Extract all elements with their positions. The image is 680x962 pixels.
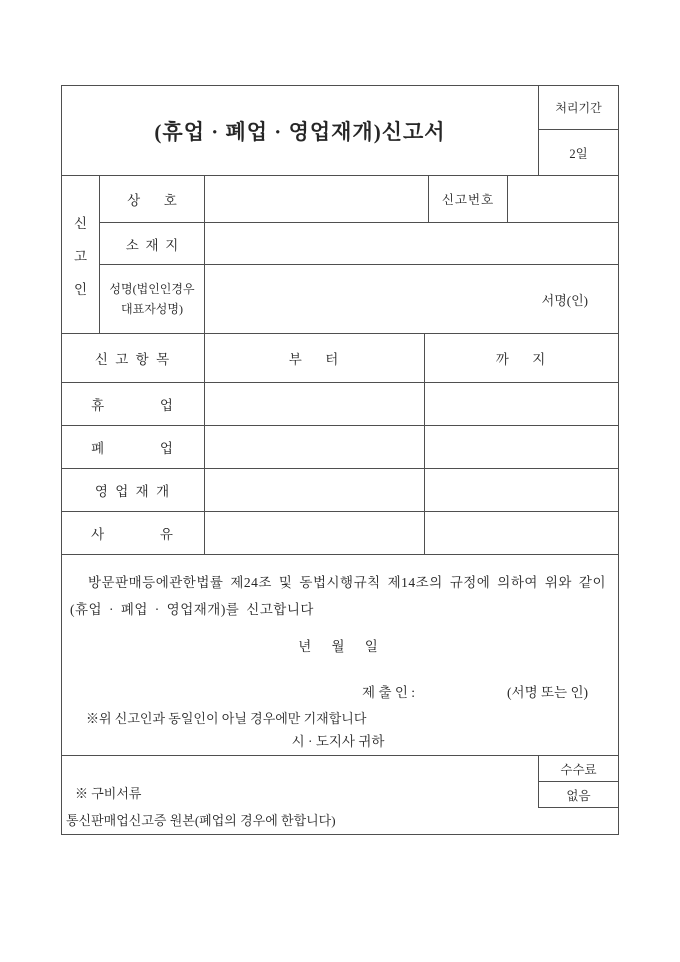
business-name-row — [100, 176, 618, 222]
item-label-suspension: 휴 업 — [62, 383, 205, 425]
signature-hint: 서명(인) — [541, 292, 588, 308]
submitter-line — [70, 681, 606, 701]
item-label-closure: 폐 업 — [62, 426, 205, 468]
item-label-reason: 사 유 — [62, 512, 205, 554]
report-form — [61, 85, 619, 835]
item-from-closure — [205, 426, 425, 468]
item-row-closure — [62, 425, 618, 468]
processing-period-label: 처리기간 — [539, 86, 618, 130]
declaration-body: 방문판매등에관한법률 제24조 및 동법시행규칙 제14조의 규정에 의하여 위와 같이 (휴업 · 폐업 · 영업재개)를 신고합니다 — [70, 575, 606, 617]
declarant-char-3: 인 — [73, 281, 88, 297]
title-row — [62, 86, 618, 175]
report-number-label: 신고번호 — [428, 176, 508, 222]
business-name-field — [205, 176, 429, 222]
processing-period-box — [538, 86, 618, 175]
item-from-reason — [205, 512, 425, 554]
item-row-suspension — [62, 382, 618, 425]
items-header-to: 까 지 — [495, 352, 548, 367]
declarant-char-1: 신 — [73, 215, 88, 231]
name-label-line1: 성명(법인인경우 — [109, 281, 195, 296]
items-header-item: 신 고 항 목 — [62, 334, 205, 382]
address-field — [205, 223, 618, 264]
declarant-section — [62, 175, 618, 333]
business-name-label: 상 호 — [100, 176, 205, 222]
processing-period-value: 2일 — [569, 146, 588, 161]
report-number-field — [508, 176, 618, 222]
items-header-from: 부 터 — [205, 334, 425, 382]
name-label — [100, 265, 205, 333]
name-field — [205, 265, 618, 333]
date-line: 년 월 일 — [298, 639, 378, 654]
required-documents-item: 통신판매업신고증 원본(폐업의 경우에 한합니다) — [66, 813, 336, 828]
item-from-resumption — [205, 469, 425, 511]
item-from-suspension — [205, 383, 425, 425]
name-row — [100, 264, 618, 333]
item-row-resumption — [62, 468, 618, 511]
declarant-char-2: 고 — [73, 248, 88, 264]
footer-section — [62, 755, 618, 834]
fee-box — [538, 756, 618, 808]
item-to-reason — [425, 512, 618, 554]
item-to-suspension — [425, 383, 618, 425]
form-title: (휴업 · 폐업 · 영업재개)신고서 — [154, 119, 446, 144]
item-label-resumption: 영 업 재 개 — [62, 469, 205, 511]
addressee: 시 · 도지사 귀하 — [291, 734, 385, 749]
address-row — [100, 222, 618, 264]
item-to-resumption — [425, 469, 618, 511]
fee-label: 수수료 — [538, 756, 618, 782]
declaration-note: ※위 신고인과 동일인이 아닐 경우에만 기재합니다 — [86, 711, 367, 726]
declarant-vertical-label — [62, 176, 100, 333]
name-label-line2: 대표자성명) — [121, 302, 183, 316]
items-header-row — [62, 333, 618, 382]
submitter-label: 제 출 인 : — [362, 685, 416, 700]
item-to-closure — [425, 426, 618, 468]
address-label: 소 재 지 — [100, 223, 205, 264]
item-row-reason — [62, 511, 618, 554]
declarant-rows — [100, 176, 618, 333]
submitter-sign-hint: (서명 또는 인) — [507, 685, 588, 700]
fee-value: 없음 — [538, 782, 618, 808]
required-documents-title: ※ 구비서류 — [75, 786, 142, 801]
declaration-section — [62, 554, 618, 755]
